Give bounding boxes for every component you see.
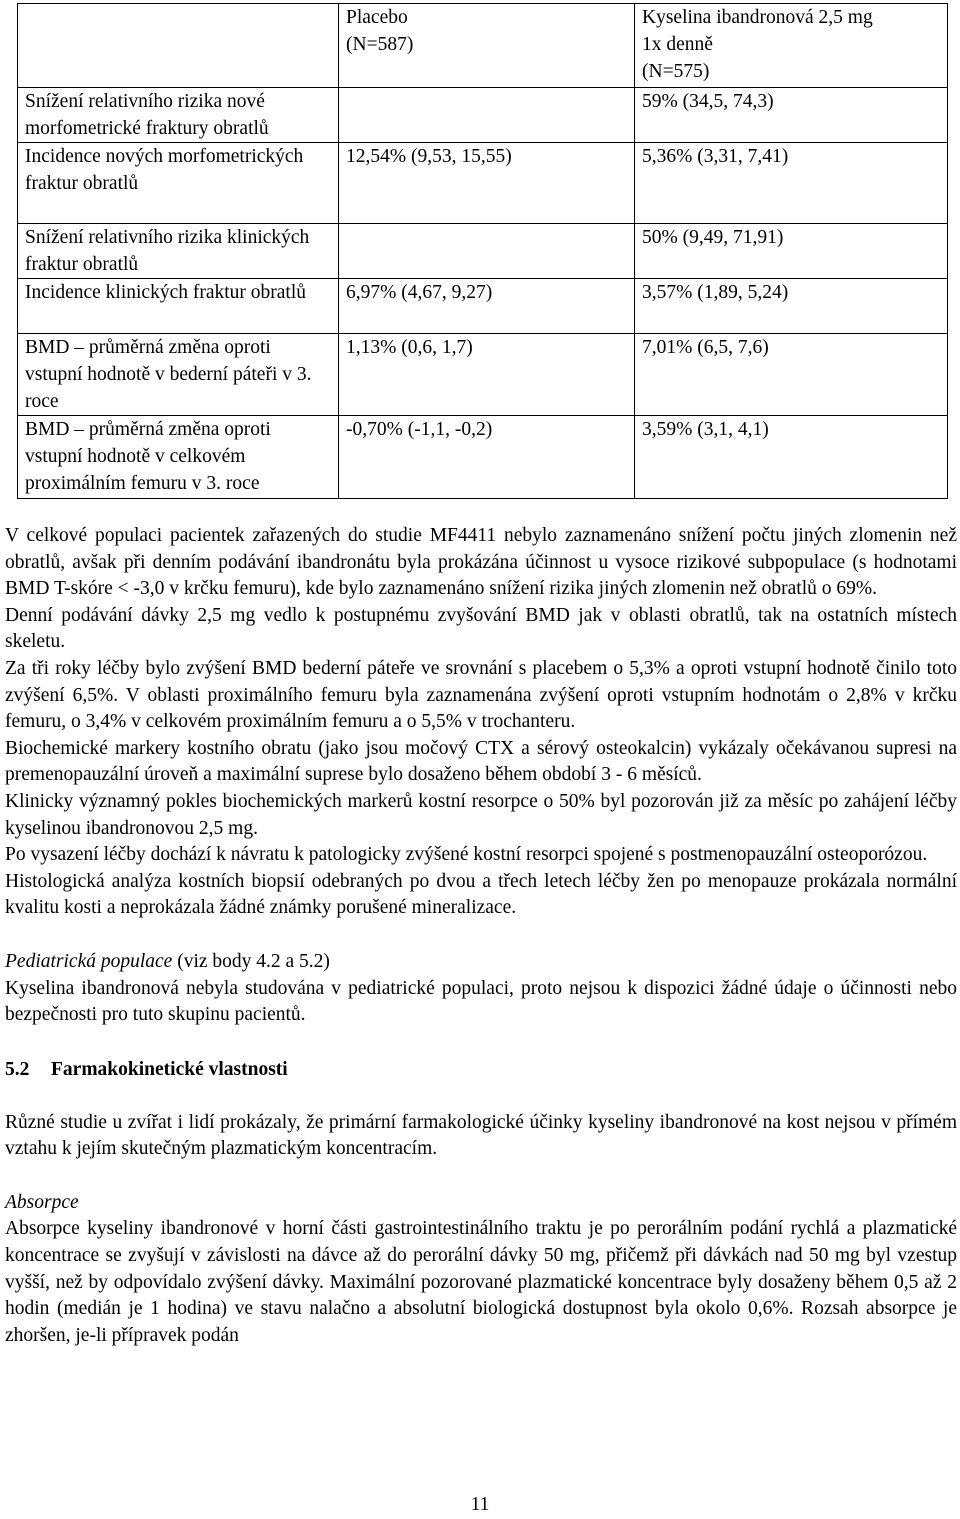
row-label: Snížení relativního rizika klinických fraktur obratlů xyxy=(18,224,339,279)
spacer xyxy=(5,1029,957,1056)
section-title: Farmakokinetické vlastnosti xyxy=(51,1058,288,1080)
ibandronate-value: 3,57% (1,89, 5,24) xyxy=(635,279,948,334)
ibandronate-value: 50% (9,49, 71,91) xyxy=(635,224,948,279)
ibandronate-value: 59% (34,5, 74,3) xyxy=(635,88,948,143)
pediatric-heading xyxy=(5,949,957,976)
pediatric-heading-italic: Pediatrická populace xyxy=(5,950,173,972)
body-text xyxy=(5,523,957,1349)
placebo-value: 1,13% (0,6, 1,7) xyxy=(339,334,635,416)
row-label: Incidence nových morfometrických fraktur obratlů xyxy=(18,143,339,224)
spacer xyxy=(5,1163,957,1190)
ibandronate-value: 3,59% (3,1, 4,1) xyxy=(635,416,948,499)
header-ibandronate-cell: Kyselina ibandronová 2,5 mg 1x denně (N=575) xyxy=(635,4,948,88)
table-row xyxy=(18,279,948,334)
paragraph: Klinicky významný pokles biochemických markerů kostní resorpce o 50% byl pozorován již za měsíc po zahájení léčby kyselinou ibandronovou 2,5 mg. xyxy=(5,790,957,839)
absorption-text: Absorpce kyseliny ibandronové v horní části gastrointestinálního traktu je po perorálním podání rychlá a plazmatické koncentrace se zvyšují v závislosti na dávce až do perorální dávky 50 mg, přičemž při dávkách nad 50 mg byl vzestup vyšší, než by odpovídalo zvýšení dávky. Maximální pozorované plazmatické koncentrace byly dosaženy během 0,5 až 2 hodin (medián je 1 hodina) ve stavu nalačno a absolutní biologická dostupnost byla okolo 0,6%. Rozsah absorpce je zhoršen, je-li přípravek podán xyxy=(5,1218,957,1346)
placebo-value: -0,70% (-1,1, -0,2) xyxy=(339,416,635,499)
row-label: BMD – průměrná změna oproti vstupní hodnotě v celkovém proximálním femuru v 3. roce xyxy=(18,416,339,499)
paragraph: Histologická analýza kostních biopsií odebraných po dvou a třech letech léčby žen po menopauze prokázala normální kvalitu kosti a neprokázala žádné známky porušené mineralizace. xyxy=(5,870,957,919)
paragraph: Denní podávání dávky 2,5 mg vedlo k postupnému zvyšování BMD jak v oblasti obratlů, tak na ostatních místech skeletu. xyxy=(5,604,957,653)
pediatric-heading-rest: (viz body 4.2 a 5.2) xyxy=(172,950,330,972)
spacer xyxy=(5,922,957,949)
absorption-heading xyxy=(5,1190,957,1217)
row-label: BMD – průměrná změna oproti vstupní hodnotě v bederní páteři v 3. roce xyxy=(18,334,339,416)
row-label: Incidence klinických fraktur obratlů xyxy=(18,279,339,334)
table-row xyxy=(18,334,948,416)
pediatric-text: Kyselina ibandronová nebyla studována v pediatrické populaci, proto nejsou k dispozici žádné údaje o účinnosti nebo bezpečnosti pro tuto skupinu pacientů. xyxy=(5,977,957,1026)
placebo-value xyxy=(339,88,635,143)
section-number: 5.2 xyxy=(5,1058,30,1080)
results-table xyxy=(17,3,948,499)
paragraph: Za tři roky léčby bylo zvýšení BMD bederní páteře ve srovnání s placebem o 5,3% a oproti vstupní hodnotě činilo toto zvýšení 6,5%. V oblasti proximálního femuru byla zaznamenána zvýšení oproti vstupním hodnotám o 2,8% v krčku femuru, o 3,4% v celkovém proximálním femuru a o 5,5% v trochanteru. xyxy=(5,657,957,733)
table-row xyxy=(18,416,948,499)
section-intro: Různé studie u zvířat i lidí prokázaly, že primární farmakologické účinky kyseliny ibandronové na kost nejsou v přímém vztahu k jejím skutečným plazmatickým koncentracím. xyxy=(5,1111,957,1160)
absorption-heading-italic: Absorpce xyxy=(5,1191,79,1213)
table-row xyxy=(18,143,948,224)
ibandronate-value: 7,01% (6,5, 7,6) xyxy=(635,334,948,416)
header-blank-cell xyxy=(18,4,339,88)
table-row xyxy=(18,88,948,143)
paragraph: Po vysazení léčby dochází k návratu k patologicky zvýšené kostní resorpci spojené s postmenopauzální osteoporózou. xyxy=(5,844,928,866)
table-header-row xyxy=(18,4,948,88)
row-label: Snížení relativního rizika nové morfometrické fraktury obratlů xyxy=(18,88,339,143)
spacer xyxy=(5,1083,957,1110)
header-placebo-cell: Placebo (N=587) xyxy=(339,4,635,88)
table-row xyxy=(18,224,948,279)
placebo-value xyxy=(339,224,635,279)
section-heading xyxy=(5,1056,957,1083)
paragraph: Biochemické markery kostního obratu (jako jsou močový CTX a sérový osteokalcin) vykázaly očekávanou supresi na premenopauzální úroveň a maximální suprese bylo dosaženo během období 3 - 6 měsíců. xyxy=(5,737,957,786)
ibandronate-value: 5,36% (3,31, 7,41) xyxy=(635,143,948,224)
page-number: 11 xyxy=(470,1494,490,1515)
placebo-value: 6,97% (4,67, 9,27) xyxy=(339,279,635,334)
placebo-value: 12,54% (9,53, 15,55) xyxy=(339,143,635,224)
paragraph: V celkové populaci pacientek zařazených do studie MF4411 nebylo zaznamenáno snížení počtu jiných zlomenin než obratlů, avšak při denním podávání ibandronátu byla prokázána účinnost u vysoce rizikové subpopulace (s hodnotami BMD T-skóre < -3,0 v krčku femuru), kde bylo zaznamenáno snížení rizika jiných zlomenin než obratlů o 69%. xyxy=(5,525,957,600)
